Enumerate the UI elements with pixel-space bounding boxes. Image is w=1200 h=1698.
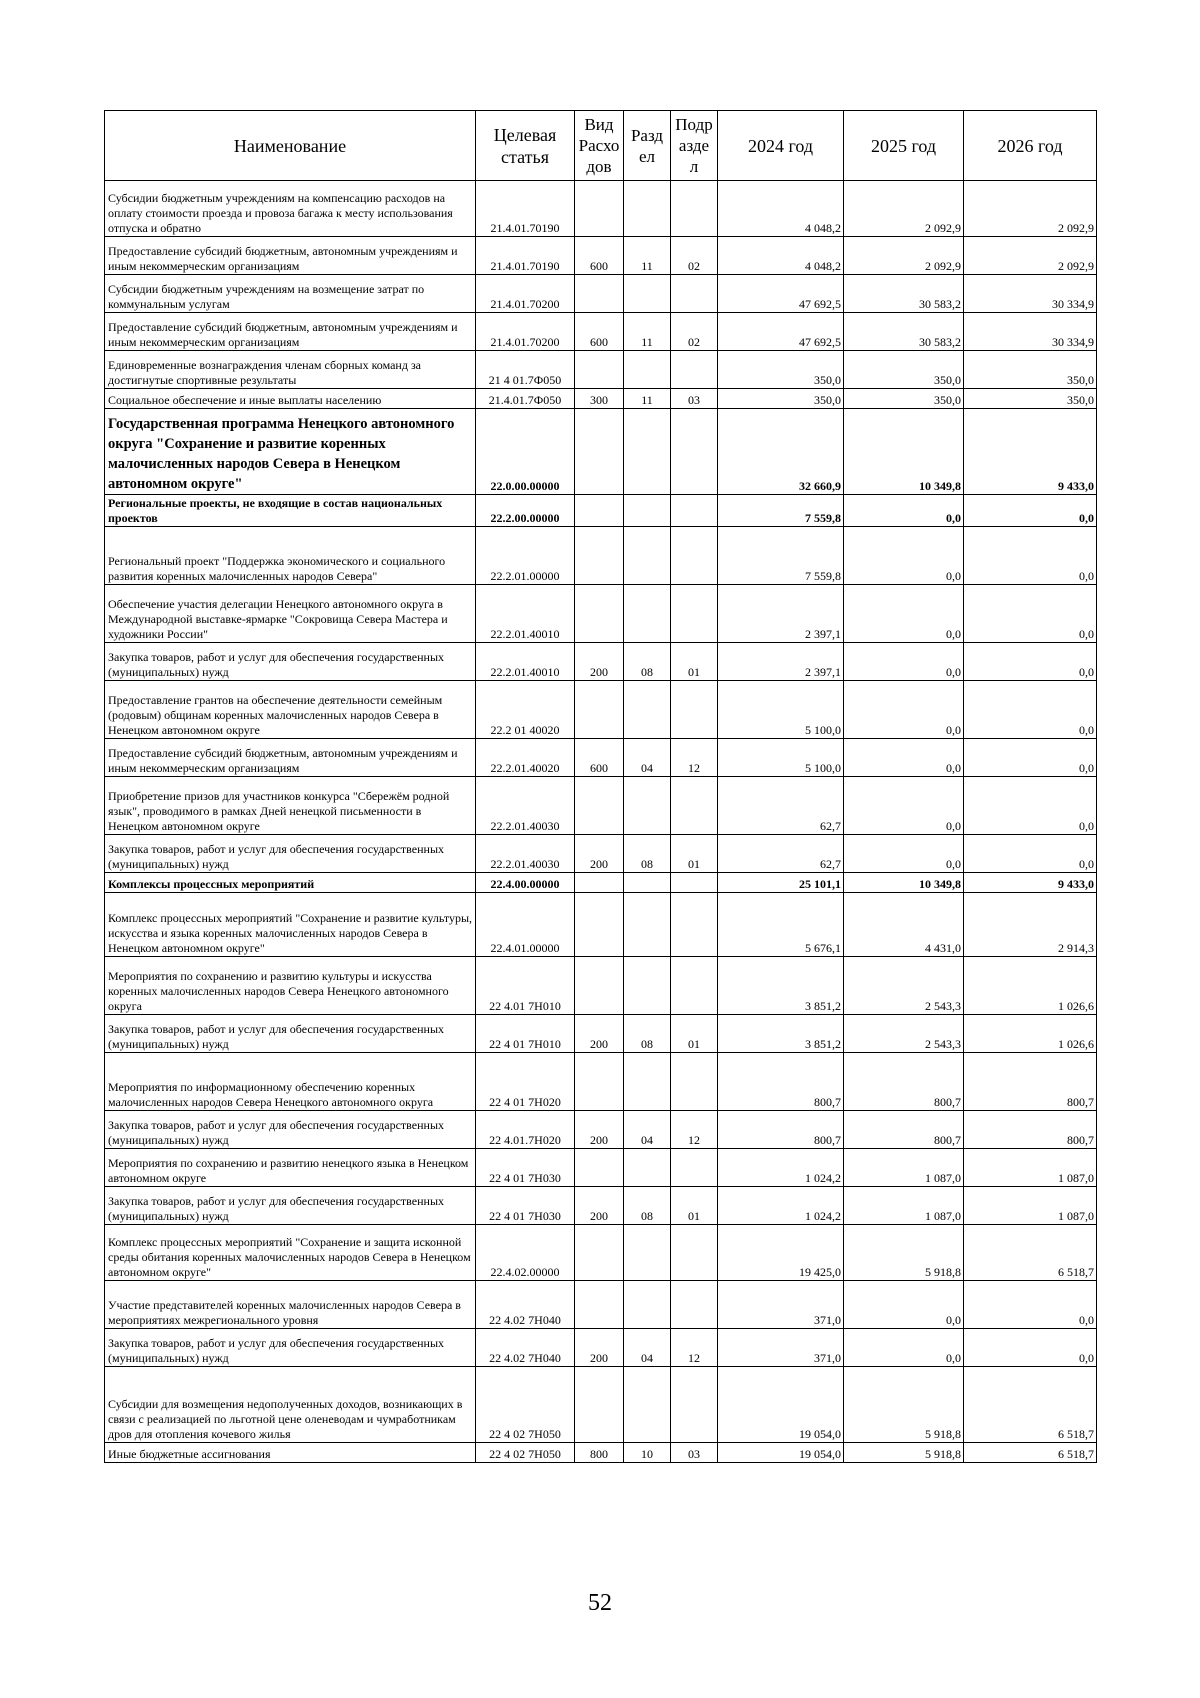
table-row (105, 1281, 1097, 1329)
cell-section: 04 (624, 1329, 671, 1367)
cell-article: 22 4 02 7Н050 (476, 1443, 575, 1463)
cell-article: 22.2.01.40010 (476, 643, 575, 681)
table-row (105, 957, 1097, 1015)
cell-2026: 9 433,0 (964, 873, 1097, 893)
cell-2024: 25 101,1 (718, 873, 844, 893)
cell-2024: 19 054,0 (718, 1443, 844, 1463)
cell-name: Закупка товаров, работ и услуг для обеспечения государственных (муниципальных) нужд (105, 1015, 476, 1053)
table-row (105, 313, 1097, 351)
cell-subsection: 12 (671, 739, 718, 777)
cell-expense-type: 600 (575, 739, 624, 777)
cell-subsection: 03 (671, 1443, 718, 1463)
cell-section: 04 (624, 739, 671, 777)
header-2024: 2024 год (718, 111, 844, 181)
cell-2025: 1 087,0 (844, 1149, 964, 1187)
cell-article: 22.2.01.40020 (476, 739, 575, 777)
cell-2026: 350,0 (964, 389, 1097, 409)
table-row (105, 1367, 1097, 1443)
cell-expense-type: 300 (575, 389, 624, 409)
cell-2024: 32 660,9 (718, 409, 844, 495)
cell-2024: 800,7 (718, 1111, 844, 1149)
cell-subsection (671, 1281, 718, 1329)
cell-section (624, 777, 671, 835)
header-subsection: Подр азде л (671, 111, 718, 181)
cell-article: 22 4.02 7Н040 (476, 1329, 575, 1367)
header-2026: 2026 год (964, 111, 1097, 181)
cell-subsection: 12 (671, 1111, 718, 1149)
cell-subsection (671, 1149, 718, 1187)
budget-table-sheet (104, 110, 1096, 1463)
table-row (105, 777, 1097, 835)
cell-name: Закупка товаров, работ и услуг для обеспечения государственных (муниципальных) нужд (105, 835, 476, 873)
cell-2024: 47 692,5 (718, 313, 844, 351)
cell-2026: 2 092,9 (964, 237, 1097, 275)
cell-2025: 0,0 (844, 527, 964, 585)
cell-2024: 1 024,2 (718, 1187, 844, 1225)
cell-2024: 62,7 (718, 777, 844, 835)
cell-subsection (671, 409, 718, 495)
cell-subsection (671, 585, 718, 643)
cell-subsection (671, 1367, 718, 1443)
cell-subsection (671, 893, 718, 957)
cell-expense-type (575, 585, 624, 643)
table-row (105, 495, 1097, 527)
cell-section (624, 1149, 671, 1187)
cell-2024: 350,0 (718, 351, 844, 389)
cell-article: 21.4.01.7Ф050 (476, 389, 575, 409)
cell-2026: 6 518,7 (964, 1225, 1097, 1281)
cell-section (624, 873, 671, 893)
cell-name: Государственная программа Ненецкого автономного округа "Сохранение и развитие коренных малочисленных народов Севера в Ненецком автономном округе" (105, 409, 476, 495)
table-row (105, 389, 1097, 409)
cell-subsection (671, 351, 718, 389)
cell-2025: 800,7 (844, 1053, 964, 1111)
cell-2024: 4 048,2 (718, 237, 844, 275)
cell-expense-type: 200 (575, 1111, 624, 1149)
header-expense-type: Вид Расхо дов (575, 111, 624, 181)
cell-section (624, 893, 671, 957)
cell-2025: 0,0 (844, 1281, 964, 1329)
table-row (105, 681, 1097, 739)
cell-2026: 6 518,7 (964, 1367, 1097, 1443)
cell-2025: 30 583,2 (844, 313, 964, 351)
table-row (105, 1329, 1097, 1367)
cell-article: 22.4.02.00000 (476, 1225, 575, 1281)
cell-name: Региональные проекты, не входящие в состав национальных проектов (105, 495, 476, 527)
cell-section: 11 (624, 237, 671, 275)
cell-section: 08 (624, 1187, 671, 1225)
cell-name: Региональный проект "Поддержка экономического и социального развития коренных малочисленных народов Севера" (105, 527, 476, 585)
cell-article: 22 4.01.7Н020 (476, 1111, 575, 1149)
cell-section: 08 (624, 643, 671, 681)
cell-article: 22 4 01 7Н010 (476, 1015, 575, 1053)
cell-section: 04 (624, 1111, 671, 1149)
cell-2024: 5 100,0 (718, 739, 844, 777)
cell-2024: 47 692,5 (718, 275, 844, 313)
cell-expense-type (575, 893, 624, 957)
cell-2025: 350,0 (844, 351, 964, 389)
cell-expense-type: 200 (575, 1015, 624, 1053)
cell-2024: 19 425,0 (718, 1225, 844, 1281)
cell-2024: 7 559,8 (718, 527, 844, 585)
cell-2024: 371,0 (718, 1281, 844, 1329)
cell-section (624, 1225, 671, 1281)
cell-2025: 2 092,9 (844, 181, 964, 237)
cell-article: 22.2.01.40010 (476, 585, 575, 643)
cell-article: 22 4.02 7Н040 (476, 1281, 575, 1329)
cell-2026: 0,0 (964, 495, 1097, 527)
cell-2024: 350,0 (718, 389, 844, 409)
cell-expense-type: 200 (575, 1187, 624, 1225)
cell-expense-type (575, 409, 624, 495)
page-number: 52 (588, 1590, 612, 1616)
cell-section (624, 275, 671, 313)
cell-subsection: 01 (671, 1015, 718, 1053)
cell-section: 10 (624, 1443, 671, 1463)
cell-section: 11 (624, 389, 671, 409)
cell-expense-type (575, 957, 624, 1015)
cell-2025: 0,0 (844, 681, 964, 739)
cell-2024: 4 048,2 (718, 181, 844, 237)
cell-expense-type: 600 (575, 237, 624, 275)
budget-table (104, 110, 1097, 1463)
table-body (105, 181, 1097, 1463)
cell-expense-type (575, 1053, 624, 1111)
cell-2026: 30 334,9 (964, 275, 1097, 313)
cell-article: 22.4.01.00000 (476, 893, 575, 957)
cell-expense-type (575, 275, 624, 313)
cell-subsection: 02 (671, 313, 718, 351)
cell-2026: 0,0 (964, 527, 1097, 585)
cell-2025: 0,0 (844, 777, 964, 835)
cell-2024: 1 024,2 (718, 1149, 844, 1187)
cell-section (624, 495, 671, 527)
cell-name: Мероприятия по сохранению и развитию ненецкого языка в Ненецком автономном округе (105, 1149, 476, 1187)
cell-2026: 0,0 (964, 1329, 1097, 1367)
cell-2026: 6 518,7 (964, 1443, 1097, 1463)
cell-name: Единовременные вознаграждения членам сборных команд за достигнутые спортивные результаты (105, 351, 476, 389)
cell-2025: 0,0 (844, 585, 964, 643)
cell-2025: 0,0 (844, 1329, 964, 1367)
cell-subsection (671, 873, 718, 893)
cell-name: Предоставление субсидий бюджетным, автономным учреждениям и иным некоммерческим организациям (105, 739, 476, 777)
cell-section (624, 351, 671, 389)
header-name: Наименование (105, 111, 476, 181)
cell-article: 22.2.01.00000 (476, 527, 575, 585)
cell-name: Комплекс процессных мероприятий "Сохранение и развитие культуры, искусства и языка коренных малочисленных народов Севера в Ненецком автономном округе" (105, 893, 476, 957)
cell-name: Предоставление субсидий бюджетным, автономным учреждениям и иным некоммерческим организациям (105, 237, 476, 275)
cell-2025: 10 349,8 (844, 409, 964, 495)
cell-expense-type: 200 (575, 1329, 624, 1367)
table-row (105, 893, 1097, 957)
cell-article: 21.4.01.70190 (476, 237, 575, 275)
table-row (105, 351, 1097, 389)
cell-2026: 1 026,6 (964, 957, 1097, 1015)
table-row (105, 643, 1097, 681)
cell-name: Субсидии для возмещения недополученных доходов, возникающих в связи с реализацией по льготной цене оленеводам и чумработникам дров для отопления кочевого жилья (105, 1367, 476, 1443)
cell-2025: 1 087,0 (844, 1187, 964, 1225)
cell-2024: 5 100,0 (718, 681, 844, 739)
cell-2026: 800,7 (964, 1053, 1097, 1111)
cell-expense-type (575, 681, 624, 739)
cell-subsection (671, 495, 718, 527)
table-row (105, 1015, 1097, 1053)
cell-section (624, 527, 671, 585)
cell-subsection: 02 (671, 237, 718, 275)
table-row (105, 1149, 1097, 1187)
cell-2025: 350,0 (844, 389, 964, 409)
cell-expense-type (575, 1281, 624, 1329)
cell-name: Закупка товаров, работ и услуг для обеспечения государственных (муниципальных) нужд (105, 1187, 476, 1225)
cell-2025: 5 918,8 (844, 1367, 964, 1443)
cell-name: Предоставление субсидий бюджетным, автономным учреждениям и иным некоммерческим организациям (105, 313, 476, 351)
cell-section (624, 181, 671, 237)
cell-section (624, 957, 671, 1015)
cell-expense-type (575, 1225, 624, 1281)
cell-expense-type (575, 1367, 624, 1443)
cell-name: Закупка товаров, работ и услуг для обеспечения государственных (муниципальных) нужд (105, 1329, 476, 1367)
cell-article: 22 4 01 7Н030 (476, 1149, 575, 1187)
cell-2026: 0,0 (964, 835, 1097, 873)
cell-article: 21.4.01.70200 (476, 313, 575, 351)
cell-subsection: 01 (671, 835, 718, 873)
cell-subsection: 01 (671, 643, 718, 681)
cell-2025: 0,0 (844, 739, 964, 777)
cell-name: Мероприятия по информационному обеспечению коренных малочисленных народов Севера Ненецкого автономного округа (105, 1053, 476, 1111)
header-section: Разд ел (624, 111, 671, 181)
table-row (105, 237, 1097, 275)
cell-article: 21.4.01.70190 (476, 181, 575, 237)
cell-2026: 0,0 (964, 681, 1097, 739)
cell-2026: 1 087,0 (964, 1149, 1097, 1187)
cell-2026: 0,0 (964, 643, 1097, 681)
cell-name: Обеспечение участия делегации Ненецкого автономного округа в Международной выставке-ярмарке "Сокровища Севера Мастера и художники России" (105, 585, 476, 643)
cell-2025: 2 092,9 (844, 237, 964, 275)
cell-subsection (671, 181, 718, 237)
cell-2024: 371,0 (718, 1329, 844, 1367)
cell-name: Комплексы процессных мероприятий (105, 873, 476, 893)
cell-2026: 0,0 (964, 777, 1097, 835)
cell-2026: 1 026,6 (964, 1015, 1097, 1053)
cell-expense-type (575, 351, 624, 389)
cell-2026: 1 087,0 (964, 1187, 1097, 1225)
cell-2024: 5 676,1 (718, 893, 844, 957)
cell-expense-type: 200 (575, 835, 624, 873)
cell-subsection (671, 527, 718, 585)
cell-section (624, 1367, 671, 1443)
cell-2025: 0,0 (844, 495, 964, 527)
cell-subsection (671, 957, 718, 1015)
cell-section (624, 1053, 671, 1111)
cell-article: 21.4.01.70200 (476, 275, 575, 313)
cell-expense-type (575, 873, 624, 893)
cell-article: 22.0.00.00000 (476, 409, 575, 495)
table-row (105, 873, 1097, 893)
cell-2024: 7 559,8 (718, 495, 844, 527)
cell-section (624, 681, 671, 739)
cell-article: 22.4.00.00000 (476, 873, 575, 893)
cell-subsection (671, 275, 718, 313)
cell-expense-type: 600 (575, 313, 624, 351)
cell-name: Приобретение призов для участников конкурса "Сбережём родной язык", проводимого в рамках Дней ненецкой письменности в Ненецком автономном округе (105, 777, 476, 835)
table-row (105, 275, 1097, 313)
cell-subsection (671, 1225, 718, 1281)
cell-name: Иные бюджетные ассигнования (105, 1443, 476, 1463)
cell-name: Субсидии бюджетным учреждениям на компенсацию расходов на оплату стоимости проезда и провоза багажа к месту использования отпуска и обратно (105, 181, 476, 237)
cell-2025: 10 349,8 (844, 873, 964, 893)
cell-subsection (671, 681, 718, 739)
cell-2026: 30 334,9 (964, 313, 1097, 351)
cell-name: Мероприятия по сохранению и развитию культуры и искусства коренных малочисленных народов Севера Ненецкого автономного округа (105, 957, 476, 1015)
cell-2024: 3 851,2 (718, 1015, 844, 1053)
cell-2024: 2 397,1 (718, 585, 844, 643)
table-row (105, 739, 1097, 777)
cell-name: Закупка товаров, работ и услуг для обеспечения государственных (муниципальных) нужд (105, 1111, 476, 1149)
cell-article: 22.2 01 40020 (476, 681, 575, 739)
cell-section (624, 409, 671, 495)
cell-2025: 2 543,3 (844, 1015, 964, 1053)
cell-2025: 0,0 (844, 643, 964, 681)
table-row (105, 1187, 1097, 1225)
cell-2025: 5 918,8 (844, 1443, 964, 1463)
cell-name: Участие представителей коренных малочисленных народов Севера в мероприятиях межрегионального уровня (105, 1281, 476, 1329)
cell-2025: 5 918,8 (844, 1225, 964, 1281)
cell-2025: 800,7 (844, 1111, 964, 1149)
cell-expense-type (575, 777, 624, 835)
cell-article: 22 4.01 7Н010 (476, 957, 575, 1015)
cell-article: 22.2.01.40030 (476, 777, 575, 835)
cell-name: Социальное обеспечение и иные выплаты населению (105, 389, 476, 409)
cell-expense-type (575, 495, 624, 527)
table-row (105, 1053, 1097, 1111)
cell-section (624, 1281, 671, 1329)
table-row (105, 1111, 1097, 1149)
table-row (105, 585, 1097, 643)
table-row (105, 527, 1097, 585)
cell-section: 11 (624, 313, 671, 351)
cell-article: 22.2.00.00000 (476, 495, 575, 527)
cell-article: 22 4 02 7Н050 (476, 1367, 575, 1443)
cell-section: 08 (624, 835, 671, 873)
cell-2026: 0,0 (964, 1281, 1097, 1329)
cell-2026: 0,0 (964, 585, 1097, 643)
cell-expense-type (575, 1149, 624, 1187)
cell-2026: 2 914,3 (964, 893, 1097, 957)
cell-expense-type: 200 (575, 643, 624, 681)
cell-subsection: 12 (671, 1329, 718, 1367)
cell-section (624, 585, 671, 643)
cell-2026: 800,7 (964, 1111, 1097, 1149)
cell-2025: 2 543,3 (844, 957, 964, 1015)
cell-2025: 0,0 (844, 835, 964, 873)
cell-expense-type: 800 (575, 1443, 624, 1463)
cell-2024: 2 397,1 (718, 643, 844, 681)
cell-name: Закупка товаров, работ и услуг для обеспечения государственных (муниципальных) нужд (105, 643, 476, 681)
cell-2025: 30 583,2 (844, 275, 964, 313)
cell-2024: 800,7 (718, 1053, 844, 1111)
cell-subsection: 03 (671, 389, 718, 409)
cell-article: 22 4 01 7Н020 (476, 1053, 575, 1111)
cell-2025: 4 431,0 (844, 893, 964, 957)
table-row (105, 181, 1097, 237)
cell-article: 22.2.01.40030 (476, 835, 575, 873)
cell-2024: 62,7 (718, 835, 844, 873)
cell-2024: 19 054,0 (718, 1367, 844, 1443)
header-2025: 2025 год (844, 111, 964, 181)
cell-2026: 350,0 (964, 351, 1097, 389)
cell-2026: 2 092,9 (964, 181, 1097, 237)
cell-name: Субсидии бюджетным учреждениям на возмещение затрат по коммунальным услугам (105, 275, 476, 313)
table-row (105, 835, 1097, 873)
table-row (105, 1225, 1097, 1281)
table-row (105, 1443, 1097, 1463)
cell-name: Предоставление грантов на обеспечение деятельности семейным (родовым) общинам коренных малочисленных народов Севера в Ненецком автономном округе (105, 681, 476, 739)
cell-expense-type (575, 181, 624, 237)
cell-2026: 0,0 (964, 739, 1097, 777)
cell-name: Комплекс процессных мероприятий "Сохранение и защита исконной среды обитания коренных малочисленных народов Севера в Ненецком автономном округе" (105, 1225, 476, 1281)
cell-subsection (671, 1053, 718, 1111)
cell-subsection: 01 (671, 1187, 718, 1225)
cell-2024: 3 851,2 (718, 957, 844, 1015)
header-article: Целевая статья (476, 111, 575, 181)
cell-2026: 9 433,0 (964, 409, 1097, 495)
cell-expense-type (575, 527, 624, 585)
table-header-row (105, 111, 1097, 181)
cell-article: 22 4 01 7Н030 (476, 1187, 575, 1225)
table-row (105, 409, 1097, 495)
cell-subsection (671, 777, 718, 835)
cell-section: 08 (624, 1015, 671, 1053)
cell-article: 21 4 01.7Ф050 (476, 351, 575, 389)
